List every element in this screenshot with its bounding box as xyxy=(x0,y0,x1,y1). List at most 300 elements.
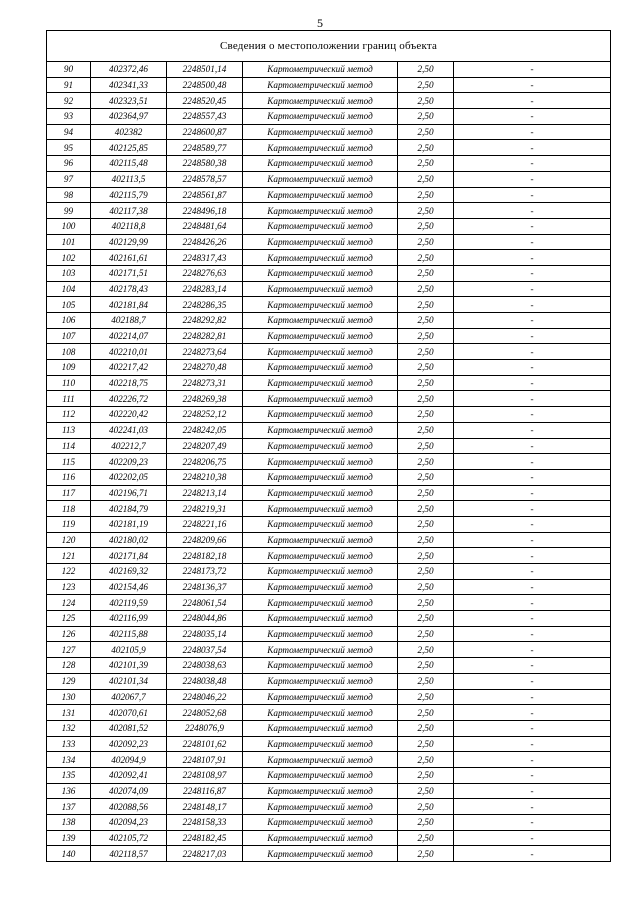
y-coordinate-cell: 2248501,14 xyxy=(167,62,243,78)
table-row xyxy=(47,313,611,329)
point-number-cell: 115 xyxy=(47,454,91,470)
table-row xyxy=(47,830,611,846)
x-coordinate-cell: 402088,56 xyxy=(91,799,167,815)
table-row xyxy=(47,344,611,360)
page-number: 5 xyxy=(317,16,323,30)
accuracy-cell: 2,50 xyxy=(398,344,454,360)
y-coordinate-cell: 2248044,86 xyxy=(167,611,243,627)
method-cell: Картометрический метод xyxy=(243,407,398,423)
table-row xyxy=(47,328,611,344)
accuracy-cell: 2,50 xyxy=(398,391,454,407)
table-row xyxy=(47,187,611,203)
table-row xyxy=(47,689,611,705)
point-number-cell: 93 xyxy=(47,109,91,125)
description-cell: - xyxy=(454,422,611,438)
method-cell: Картометрический метод xyxy=(243,360,398,376)
x-coordinate-cell: 402115,79 xyxy=(91,187,167,203)
x-coordinate-cell: 402154,46 xyxy=(91,579,167,595)
method-cell: Картометрический метод xyxy=(243,140,398,156)
x-coordinate-cell: 402218,75 xyxy=(91,375,167,391)
point-number-cell: 118 xyxy=(47,501,91,517)
table-row xyxy=(47,705,611,721)
description-cell: - xyxy=(454,579,611,595)
method-cell: Картометрический метод xyxy=(243,203,398,219)
table-row xyxy=(47,516,611,532)
table-row xyxy=(47,720,611,736)
description-cell: - xyxy=(454,407,611,423)
table-row xyxy=(47,250,611,266)
method-cell: Картометрический метод xyxy=(243,658,398,674)
point-number-cell: 134 xyxy=(47,752,91,768)
accuracy-cell: 2,50 xyxy=(398,77,454,93)
y-coordinate-cell: 2248481,64 xyxy=(167,218,243,234)
table-row xyxy=(47,595,611,611)
point-number-cell: 135 xyxy=(47,767,91,783)
y-coordinate-cell: 2248252,12 xyxy=(167,407,243,423)
y-coordinate-cell: 2248037,54 xyxy=(167,642,243,658)
point-number-cell: 119 xyxy=(47,516,91,532)
table-row xyxy=(47,485,611,501)
point-number-cell: 94 xyxy=(47,124,91,140)
description-cell: - xyxy=(454,171,611,187)
description-cell: - xyxy=(454,313,611,329)
method-cell: Картометрический метод xyxy=(243,344,398,360)
table-row xyxy=(47,736,611,752)
table-row xyxy=(47,93,611,109)
description-cell: - xyxy=(454,532,611,548)
y-coordinate-cell: 2248038,63 xyxy=(167,658,243,674)
y-coordinate-cell: 2248561,87 xyxy=(167,187,243,203)
description-cell: - xyxy=(454,689,611,705)
point-number-cell: 123 xyxy=(47,579,91,595)
y-coordinate-cell: 2248046,22 xyxy=(167,689,243,705)
method-cell: Картометрический метод xyxy=(243,77,398,93)
description-cell: - xyxy=(454,658,611,674)
table-row xyxy=(47,752,611,768)
description-cell: - xyxy=(454,501,611,517)
method-cell: Картометрический метод xyxy=(243,501,398,517)
point-number-cell: 122 xyxy=(47,564,91,580)
y-coordinate-cell: 2248061,54 xyxy=(167,595,243,611)
description-cell: - xyxy=(454,328,611,344)
description-cell: - xyxy=(454,77,611,93)
x-coordinate-cell: 402116,99 xyxy=(91,611,167,627)
description-cell: - xyxy=(454,297,611,313)
x-coordinate-cell: 402196,71 xyxy=(91,485,167,501)
y-coordinate-cell: 2248500,48 xyxy=(167,77,243,93)
accuracy-cell: 2,50 xyxy=(398,171,454,187)
y-coordinate-cell: 2248221,16 xyxy=(167,516,243,532)
point-number-cell: 114 xyxy=(47,438,91,454)
x-coordinate-cell: 402117,38 xyxy=(91,203,167,219)
accuracy-cell: 2,50 xyxy=(398,360,454,376)
accuracy-cell: 2,50 xyxy=(398,548,454,564)
method-cell: Картометрический метод xyxy=(243,218,398,234)
y-coordinate-cell: 2248107,91 xyxy=(167,752,243,768)
point-number-cell: 91 xyxy=(47,77,91,93)
point-number-cell: 104 xyxy=(47,281,91,297)
y-coordinate-cell: 2248035,14 xyxy=(167,626,243,642)
point-number-cell: 101 xyxy=(47,234,91,250)
x-coordinate-cell: 402171,84 xyxy=(91,548,167,564)
table-title: Сведения о местоположении границ объекта xyxy=(47,31,611,62)
table-row xyxy=(47,611,611,627)
y-coordinate-cell: 2248173,72 xyxy=(167,564,243,580)
accuracy-cell: 2,50 xyxy=(398,830,454,846)
x-coordinate-cell: 402119,59 xyxy=(91,595,167,611)
y-coordinate-cell: 2248282,81 xyxy=(167,328,243,344)
accuracy-cell: 2,50 xyxy=(398,140,454,156)
method-cell: Картометрический метод xyxy=(243,689,398,705)
accuracy-cell: 2,50 xyxy=(398,234,454,250)
description-cell: - xyxy=(454,360,611,376)
boundary-table xyxy=(46,30,611,862)
x-coordinate-cell: 402105,9 xyxy=(91,642,167,658)
accuracy-cell: 2,50 xyxy=(398,564,454,580)
x-coordinate-cell: 402188,7 xyxy=(91,313,167,329)
method-cell: Картометрический метод xyxy=(243,422,398,438)
accuracy-cell: 2,50 xyxy=(398,736,454,752)
description-cell: - xyxy=(454,595,611,611)
x-coordinate-cell: 402214,07 xyxy=(91,328,167,344)
y-coordinate-cell: 2248217,03 xyxy=(167,846,243,862)
description-cell: - xyxy=(454,124,611,140)
table-row xyxy=(47,156,611,172)
y-coordinate-cell: 2248557,43 xyxy=(167,109,243,125)
point-number-cell: 98 xyxy=(47,187,91,203)
y-coordinate-cell: 2248158,33 xyxy=(167,815,243,831)
y-coordinate-cell: 2248207,49 xyxy=(167,438,243,454)
accuracy-cell: 2,50 xyxy=(398,846,454,862)
x-coordinate-cell: 402178,43 xyxy=(91,281,167,297)
table-row xyxy=(47,454,611,470)
point-number-cell: 106 xyxy=(47,313,91,329)
point-number-cell: 103 xyxy=(47,265,91,281)
method-cell: Картометрический метод xyxy=(243,454,398,470)
y-coordinate-cell: 2248273,64 xyxy=(167,344,243,360)
method-cell: Картометрический метод xyxy=(243,548,398,564)
method-cell: Картометрический метод xyxy=(243,124,398,140)
method-cell: Картометрический метод xyxy=(243,469,398,485)
point-number-cell: 140 xyxy=(47,846,91,862)
table-row xyxy=(47,626,611,642)
y-coordinate-cell: 2248182,45 xyxy=(167,830,243,846)
table-row xyxy=(47,846,611,862)
x-coordinate-cell: 402092,41 xyxy=(91,767,167,783)
method-cell: Картометрический метод xyxy=(243,564,398,580)
accuracy-cell: 2,50 xyxy=(398,658,454,674)
y-coordinate-cell: 2248276,63 xyxy=(167,265,243,281)
accuracy-cell: 2,50 xyxy=(398,328,454,344)
x-coordinate-cell: 402323,51 xyxy=(91,93,167,109)
point-number-cell: 90 xyxy=(47,62,91,78)
x-coordinate-cell: 402202,05 xyxy=(91,469,167,485)
point-number-cell: 120 xyxy=(47,532,91,548)
y-coordinate-cell: 2248242,05 xyxy=(167,422,243,438)
method-cell: Картометрический метод xyxy=(243,720,398,736)
x-coordinate-cell: 402094,23 xyxy=(91,815,167,831)
description-cell: - xyxy=(454,187,611,203)
y-coordinate-cell: 2248578,57 xyxy=(167,171,243,187)
table-row xyxy=(47,658,611,674)
description-cell: - xyxy=(454,846,611,862)
accuracy-cell: 2,50 xyxy=(398,297,454,313)
method-cell: Картометрический метод xyxy=(243,313,398,329)
description-cell: - xyxy=(454,752,611,768)
x-coordinate-cell: 402382 xyxy=(91,124,167,140)
x-coordinate-cell: 402171,51 xyxy=(91,265,167,281)
point-number-cell: 127 xyxy=(47,642,91,658)
table-row xyxy=(47,501,611,517)
method-cell: Картометрический метод xyxy=(243,93,398,109)
description-cell: - xyxy=(454,564,611,580)
method-cell: Картометрический метод xyxy=(243,187,398,203)
method-cell: Картометрический метод xyxy=(243,579,398,595)
accuracy-cell: 2,50 xyxy=(398,109,454,125)
x-coordinate-cell: 402209,23 xyxy=(91,454,167,470)
y-coordinate-cell: 2248116,87 xyxy=(167,783,243,799)
y-coordinate-cell: 2248038,48 xyxy=(167,673,243,689)
y-coordinate-cell: 2248108,97 xyxy=(167,767,243,783)
table-body xyxy=(47,62,611,862)
table-row xyxy=(47,564,611,580)
x-coordinate-cell: 402118,57 xyxy=(91,846,167,862)
x-coordinate-cell: 402341,33 xyxy=(91,77,167,93)
point-number-cell: 130 xyxy=(47,689,91,705)
table-row xyxy=(47,469,611,485)
description-cell: - xyxy=(454,736,611,752)
point-number-cell: 109 xyxy=(47,360,91,376)
point-number-cell: 102 xyxy=(47,250,91,266)
accuracy-cell: 2,50 xyxy=(398,265,454,281)
x-coordinate-cell: 402081,52 xyxy=(91,720,167,736)
y-coordinate-cell: 2248286,35 xyxy=(167,297,243,313)
x-coordinate-cell: 402113,5 xyxy=(91,171,167,187)
accuracy-cell: 2,50 xyxy=(398,407,454,423)
table-row xyxy=(47,77,611,93)
table-header-row xyxy=(47,31,611,62)
point-number-cell: 131 xyxy=(47,705,91,721)
table-row xyxy=(47,799,611,815)
y-coordinate-cell: 2248206,75 xyxy=(167,454,243,470)
method-cell: Картометрический метод xyxy=(243,736,398,752)
x-coordinate-cell: 402094,9 xyxy=(91,752,167,768)
description-cell: - xyxy=(454,783,611,799)
method-cell: Картометрический метод xyxy=(243,846,398,862)
point-number-cell: 137 xyxy=(47,799,91,815)
description-cell: - xyxy=(454,438,611,454)
table-row xyxy=(47,140,611,156)
point-number-cell: 117 xyxy=(47,485,91,501)
y-coordinate-cell: 2248101,62 xyxy=(167,736,243,752)
accuracy-cell: 2,50 xyxy=(398,124,454,140)
method-cell: Картометрический метод xyxy=(243,391,398,407)
method-cell: Картометрический метод xyxy=(243,611,398,627)
point-number-cell: 133 xyxy=(47,736,91,752)
table-row xyxy=(47,234,611,250)
point-number-cell: 95 xyxy=(47,140,91,156)
method-cell: Картометрический метод xyxy=(243,297,398,313)
point-number-cell: 138 xyxy=(47,815,91,831)
accuracy-cell: 2,50 xyxy=(398,579,454,595)
point-number-cell: 111 xyxy=(47,391,91,407)
x-coordinate-cell: 402220,42 xyxy=(91,407,167,423)
table-row xyxy=(47,548,611,564)
method-cell: Картометрический метод xyxy=(243,532,398,548)
table-row xyxy=(47,171,611,187)
y-coordinate-cell: 2248269,38 xyxy=(167,391,243,407)
table-row xyxy=(47,783,611,799)
method-cell: Картометрический метод xyxy=(243,375,398,391)
method-cell: Картометрический метод xyxy=(243,250,398,266)
x-coordinate-cell: 402212,7 xyxy=(91,438,167,454)
x-coordinate-cell: 402101,34 xyxy=(91,673,167,689)
point-number-cell: 110 xyxy=(47,375,91,391)
method-cell: Картометрический метод xyxy=(243,783,398,799)
x-coordinate-cell: 402161,61 xyxy=(91,250,167,266)
method-cell: Картометрический метод xyxy=(243,752,398,768)
y-coordinate-cell: 2248270,48 xyxy=(167,360,243,376)
accuracy-cell: 2,50 xyxy=(398,187,454,203)
x-coordinate-cell: 402101,39 xyxy=(91,658,167,674)
y-coordinate-cell: 2248219,31 xyxy=(167,501,243,517)
table-row xyxy=(47,532,611,548)
method-cell: Картометрический метод xyxy=(243,109,398,125)
table-row xyxy=(47,767,611,783)
y-coordinate-cell: 2248317,43 xyxy=(167,250,243,266)
point-number-cell: 105 xyxy=(47,297,91,313)
point-number-cell: 121 xyxy=(47,548,91,564)
x-coordinate-cell: 402105,72 xyxy=(91,830,167,846)
method-cell: Картометрический метод xyxy=(243,815,398,831)
table-row xyxy=(47,579,611,595)
table-row xyxy=(47,281,611,297)
method-cell: Картометрический метод xyxy=(243,767,398,783)
accuracy-cell: 2,50 xyxy=(398,815,454,831)
x-coordinate-cell: 402070,61 xyxy=(91,705,167,721)
method-cell: Картометрический метод xyxy=(243,265,398,281)
description-cell: - xyxy=(454,203,611,219)
y-coordinate-cell: 2248182,18 xyxy=(167,548,243,564)
method-cell: Картометрический метод xyxy=(243,328,398,344)
description-cell: - xyxy=(454,62,611,78)
table-row xyxy=(47,360,611,376)
y-coordinate-cell: 2248283,14 xyxy=(167,281,243,297)
description-cell: - xyxy=(454,250,611,266)
description-cell: - xyxy=(454,281,611,297)
point-number-cell: 129 xyxy=(47,673,91,689)
accuracy-cell: 2,50 xyxy=(398,422,454,438)
y-coordinate-cell: 2248292,82 xyxy=(167,313,243,329)
method-cell: Картометрический метод xyxy=(243,642,398,658)
method-cell: Картометрический метод xyxy=(243,485,398,501)
x-coordinate-cell: 402181,84 xyxy=(91,297,167,313)
description-cell: - xyxy=(454,830,611,846)
point-number-cell: 132 xyxy=(47,720,91,736)
accuracy-cell: 2,50 xyxy=(398,485,454,501)
y-coordinate-cell: 2248580,38 xyxy=(167,156,243,172)
table-row xyxy=(47,673,611,689)
accuracy-cell: 2,50 xyxy=(398,93,454,109)
y-coordinate-cell: 2248213,14 xyxy=(167,485,243,501)
description-cell: - xyxy=(454,375,611,391)
x-coordinate-cell: 402129,99 xyxy=(91,234,167,250)
description-cell: - xyxy=(454,218,611,234)
accuracy-cell: 2,50 xyxy=(398,611,454,627)
accuracy-cell: 2,50 xyxy=(398,767,454,783)
accuracy-cell: 2,50 xyxy=(398,313,454,329)
y-coordinate-cell: 2248136,37 xyxy=(167,579,243,595)
x-coordinate-cell: 402364,97 xyxy=(91,109,167,125)
accuracy-cell: 2,50 xyxy=(398,469,454,485)
point-number-cell: 92 xyxy=(47,93,91,109)
y-coordinate-cell: 2248589,77 xyxy=(167,140,243,156)
description-cell: - xyxy=(454,454,611,470)
point-number-cell: 124 xyxy=(47,595,91,611)
method-cell: Картометрический метод xyxy=(243,799,398,815)
point-number-cell: 100 xyxy=(47,218,91,234)
x-coordinate-cell: 402092,23 xyxy=(91,736,167,752)
accuracy-cell: 2,50 xyxy=(398,62,454,78)
accuracy-cell: 2,50 xyxy=(398,203,454,219)
description-cell: - xyxy=(454,156,611,172)
x-coordinate-cell: 402115,48 xyxy=(91,156,167,172)
table-row xyxy=(47,297,611,313)
y-coordinate-cell: 2248209,66 xyxy=(167,532,243,548)
description-cell: - xyxy=(454,234,611,250)
table-row xyxy=(47,815,611,831)
description-cell: - xyxy=(454,815,611,831)
y-coordinate-cell: 2248426,26 xyxy=(167,234,243,250)
point-number-cell: 99 xyxy=(47,203,91,219)
table-row xyxy=(47,407,611,423)
boundary-table-container xyxy=(46,30,610,862)
description-cell: - xyxy=(454,626,611,642)
method-cell: Картометрический метод xyxy=(243,673,398,689)
accuracy-cell: 2,50 xyxy=(398,375,454,391)
y-coordinate-cell: 2248273,31 xyxy=(167,375,243,391)
description-cell: - xyxy=(454,767,611,783)
accuracy-cell: 2,50 xyxy=(398,218,454,234)
method-cell: Картометрический метод xyxy=(243,234,398,250)
accuracy-cell: 2,50 xyxy=(398,752,454,768)
description-cell: - xyxy=(454,109,611,125)
accuracy-cell: 2,50 xyxy=(398,689,454,705)
accuracy-cell: 2,50 xyxy=(398,799,454,815)
table-row xyxy=(47,391,611,407)
accuracy-cell: 2,50 xyxy=(398,281,454,297)
method-cell: Картометрический метод xyxy=(243,156,398,172)
accuracy-cell: 2,50 xyxy=(398,705,454,721)
accuracy-cell: 2,50 xyxy=(398,454,454,470)
x-coordinate-cell: 402184,79 xyxy=(91,501,167,517)
x-coordinate-cell: 402226,72 xyxy=(91,391,167,407)
y-coordinate-cell: 2248148,17 xyxy=(167,799,243,815)
method-cell: Картометрический метод xyxy=(243,171,398,187)
description-cell: - xyxy=(454,391,611,407)
description-cell: - xyxy=(454,344,611,360)
method-cell: Картометрический метод xyxy=(243,595,398,611)
y-coordinate-cell: 2248076,9 xyxy=(167,720,243,736)
table-row xyxy=(47,62,611,78)
x-coordinate-cell: 402181,19 xyxy=(91,516,167,532)
accuracy-cell: 2,50 xyxy=(398,532,454,548)
y-coordinate-cell: 2248520,45 xyxy=(167,93,243,109)
x-coordinate-cell: 402074,09 xyxy=(91,783,167,799)
point-number-cell: 128 xyxy=(47,658,91,674)
description-cell: - xyxy=(454,673,611,689)
point-number-cell: 108 xyxy=(47,344,91,360)
